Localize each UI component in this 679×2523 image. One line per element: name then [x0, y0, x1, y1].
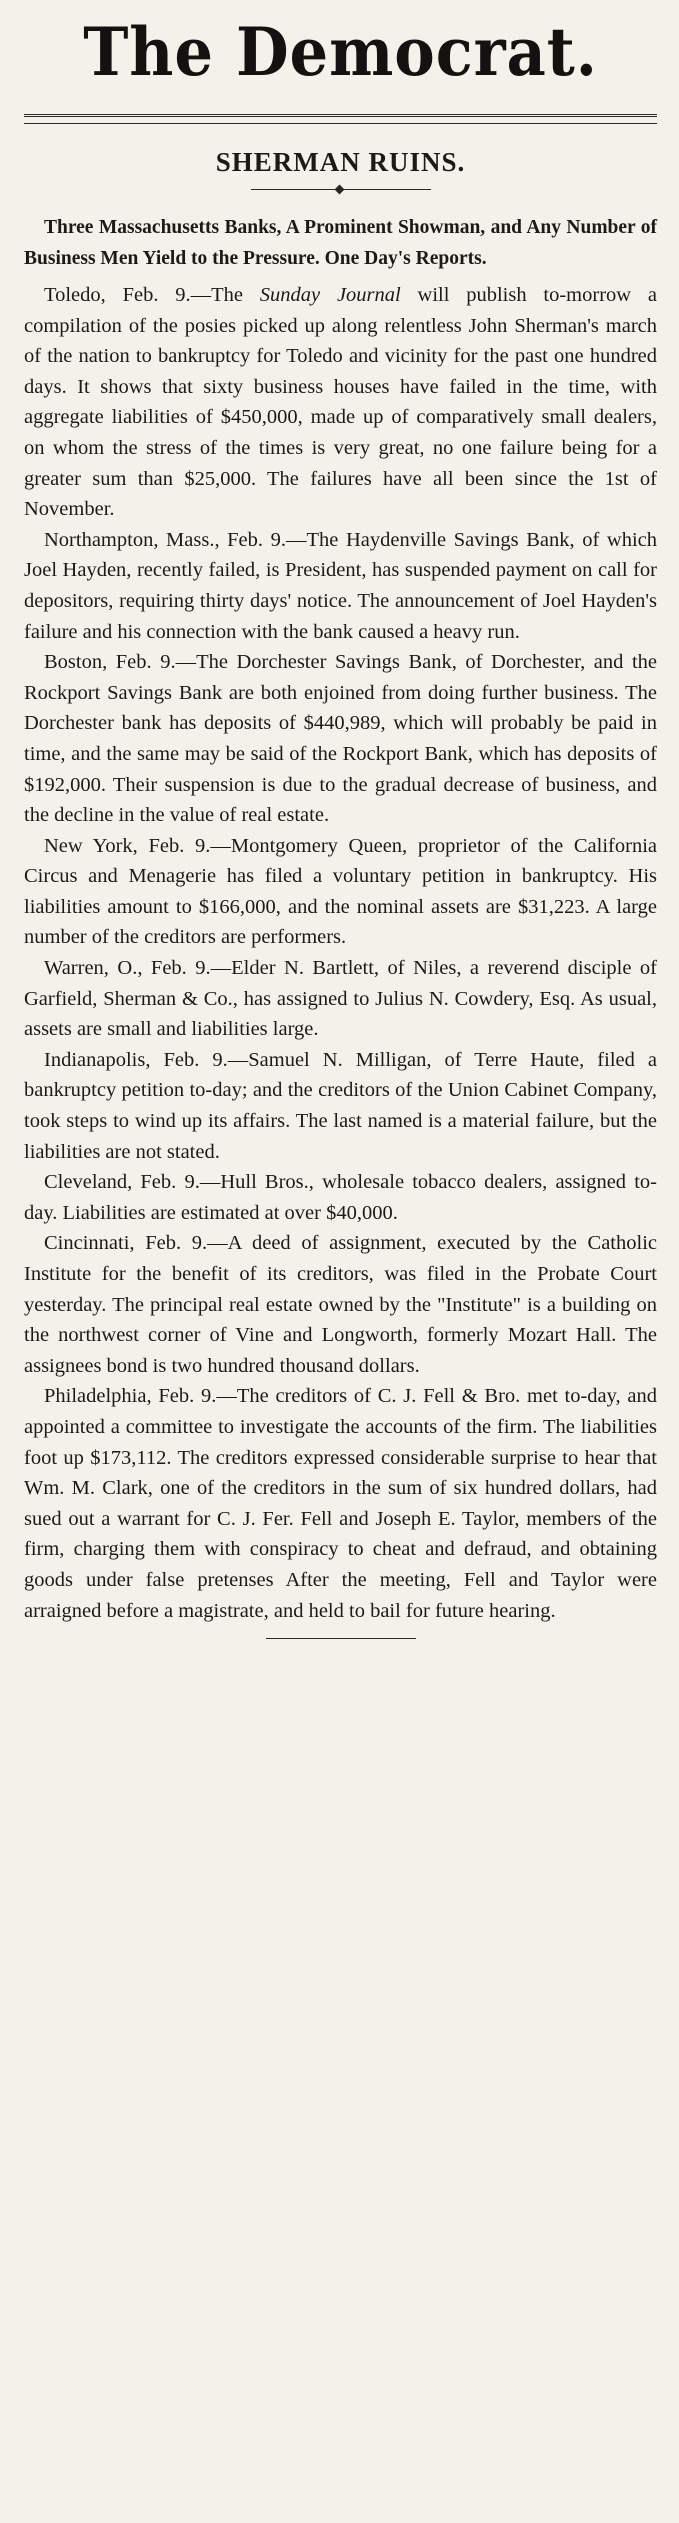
- masthead-rule: [24, 114, 657, 117]
- dispatch-cincinnati: Cincinnati, Feb. 9.—A deed of assignment, executed by the Catholic Institute for the benefit of its creditors, was filed in the Probate Court yesterday. The principal real estate owned by the "Institute" is a building on the northwest corner of Vine and Longworth, formerly Mozart Hall. The assignees bond is two hundred thousand dollars.: [24, 1232, 657, 1377]
- dispatch-indianapolis: Indianapolis, Feb. 9.—Samuel N. Milligan, of Terre Haute, filed a bankruptcy petition to-day; and the creditors of the Union Cabinet Company, took steps to wind up its affairs. The last named is a material failure, but the liabilities are not stated.: [24, 1048, 657, 1163]
- masthead-rule-lower: [24, 123, 657, 124]
- masthead: The Democrat.: [83, 13, 598, 91]
- dispatch-boston: Boston, Feb. 9.—The Dorchester Savings Bank, of Dorchester, and the Rockport Savings Bank are both enjoined from doing further business. The Dorchester bank has deposits of $440,989, which will probably be paid in time, and the same may be said of the Rockport Bank, which has deposits of $192,000. Their suspension is due to the gradual decrease of business, and the decline in the value of real estate.: [24, 651, 657, 827]
- article-headline: SHERMAN RUINS.: [215, 147, 466, 177]
- article-deck: Three Massachusetts Banks, A Prominent Showman, and Any Number of Business Men Yield to the Pressure. One Day's Reports.: [24, 217, 657, 269]
- dispatch-new-york: New York, Feb. 9.—Montgomery Queen, proprietor of the California Circus and Menagerie has filed a voluntary petition in bankruptcy. His liabilities amount to $166,000, and the nominal assets are $31,223. A large number of the creditors are performers.: [24, 834, 657, 949]
- dispatch-philadelphia: Philadelphia, Feb. 9.—The creditors of C. J. Fell & Bro. met to-day, and appointed a committee to investigate the accounts of the firm. The liabilities foot up $173,112. The creditors expressed considerable surprise to hear that Wm. M. Clark, one of the creditors in the sum of six hundred dollars, had sued out a warrant for C. J. Fer. Fell and Joseph E. Taylor, members of the firm, charging them with conspiracy to cheat and defraud, and obtaining goods under false pretenses After the meeting, Fell and Taylor were arraigned before a magistrate, and held to bail for future hearing.: [24, 1385, 657, 1622]
- dispatch-warren: Warren, O., Feb. 9.—Elder N. Bartlett, of Niles, a reverend disciple of Garfield, Sherman & Co., has assigned to Julius N. Cowdery, Esq. As usual, assets are small and liabilities large.: [24, 957, 657, 1041]
- dispatch-cleveland: Cleveland, Feb. 9.—Hull Bros., wholesale tobacco dealers, assigned to-day. Liabilities are estimated at over $40,000.: [24, 1171, 657, 1224]
- diamond-ornament-icon: [334, 185, 344, 195]
- dispatch-northampton: Northampton, Mass., Feb. 9.—The Haydenville Savings Bank, of which Joel Hayden, recently failed, is President, has suspended payment on call for depositors, requiring thirty days' notice. The announcement of Joel Hayden's failure and his connection with the bank caused a heavy run.: [24, 528, 657, 643]
- newspaper-name: Sunday Journal: [259, 284, 401, 306]
- end-rule: [266, 1638, 416, 1639]
- headline-divider: [251, 186, 431, 194]
- dispatch-toledo-text: will publish to-morrow a compilation of the posies picked up along relentless John Sherman's march of the nation to bankruptcy for Toledo and vicinity for the past one hundred days. It shows that sixty business houses have failed in the time, with aggregate liabilities of $450,000, made up of comparatively small dealers, on whom the stress of the times is very great, no one failure being for a greater sum than $25,000. The failures have all been since the 1st of November.: [24, 284, 657, 521]
- dispatch-toledo: [24, 280, 657, 525]
- dispatch-toledo-lead: Toledo, Feb. 9.—The: [44, 284, 260, 306]
